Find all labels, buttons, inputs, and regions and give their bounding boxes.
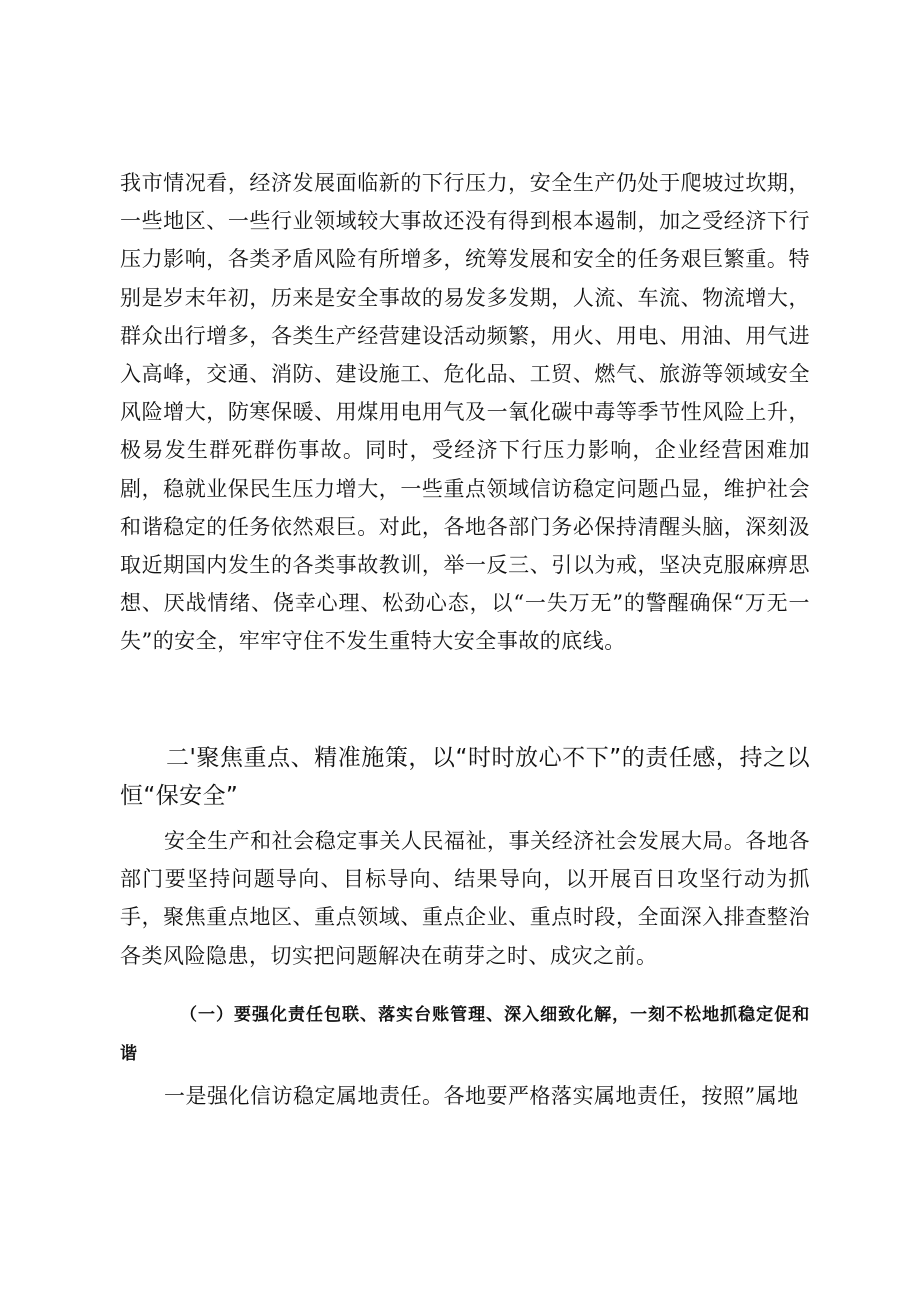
section-heading-focus-key-points: 二'聚焦重点、精准施策，以“时时放心不下”的责任感，持之以恒“保安全” <box>120 745 810 809</box>
body-paragraph-risk-situation: 我市情况看，经济发展面临新的下行压力，安全生产仍处于爬坡过坎期，一些地区、一些行业领域较大事故还没有得到根本遏制，加之受经济下行压力影响，各类矛盾风险有所增多，统筹发展和安全的任务艰巨繁重。特别是岁末年初，历来是安全事故的易发多发期，人流、车流、物流增大，群众出行增多，各类生产经营建设活动频繁，用火、用电、用油、用气进入高峰，交通、消防、建设施工、危化品、工贸、燃气、旅游等领域安全风险增大，防寒保暖、用煤用电用气及一氧化碳中毒等季节性风险上升，极易发生群死群伤事故。同时，受经济下行压力影响，企业经营困难加剧，稳就业保民生压力增大，一些重点领域信访稳定问题凸显，维护社会和谐稳定的任务依然艰巨。对此，各地各部门务必保持清醒头脑，深刻汲取近期国内发生的各类事故教训，举一反三、引以为戒，坚决克服麻痹思想、厌战情绪、侥幸心理、松劲心态，以“一失万无”的警醒确保“万无一失”的安全，牢牢守住不发生重特大安全事故的底线。 <box>120 171 810 654</box>
body-paragraph-safety-stability: 安全生产和社会稳定事关人民福祉，事关经济社会发展大局。各地各部门要坚持问题导向、目标导向、结果导向，以开展百日攻坚行动为抓手，聚焦重点地区、重点领域、重点企业、重点时段，全面深入排查整治各类风险隐患，切实把问题解决在萌芽之时、成灾之前。 <box>120 829 810 968</box>
subsection-heading-responsibility: （一）要强化责任包联、落实台账管理、深入细致化解，一刻不松地抓稳定促和谐 <box>120 1005 810 1064</box>
body-paragraph-petition-responsibility: 一是强化信访稳定属地责任。各地要严格落实属地责任，按照”属地 <box>164 1084 799 1108</box>
